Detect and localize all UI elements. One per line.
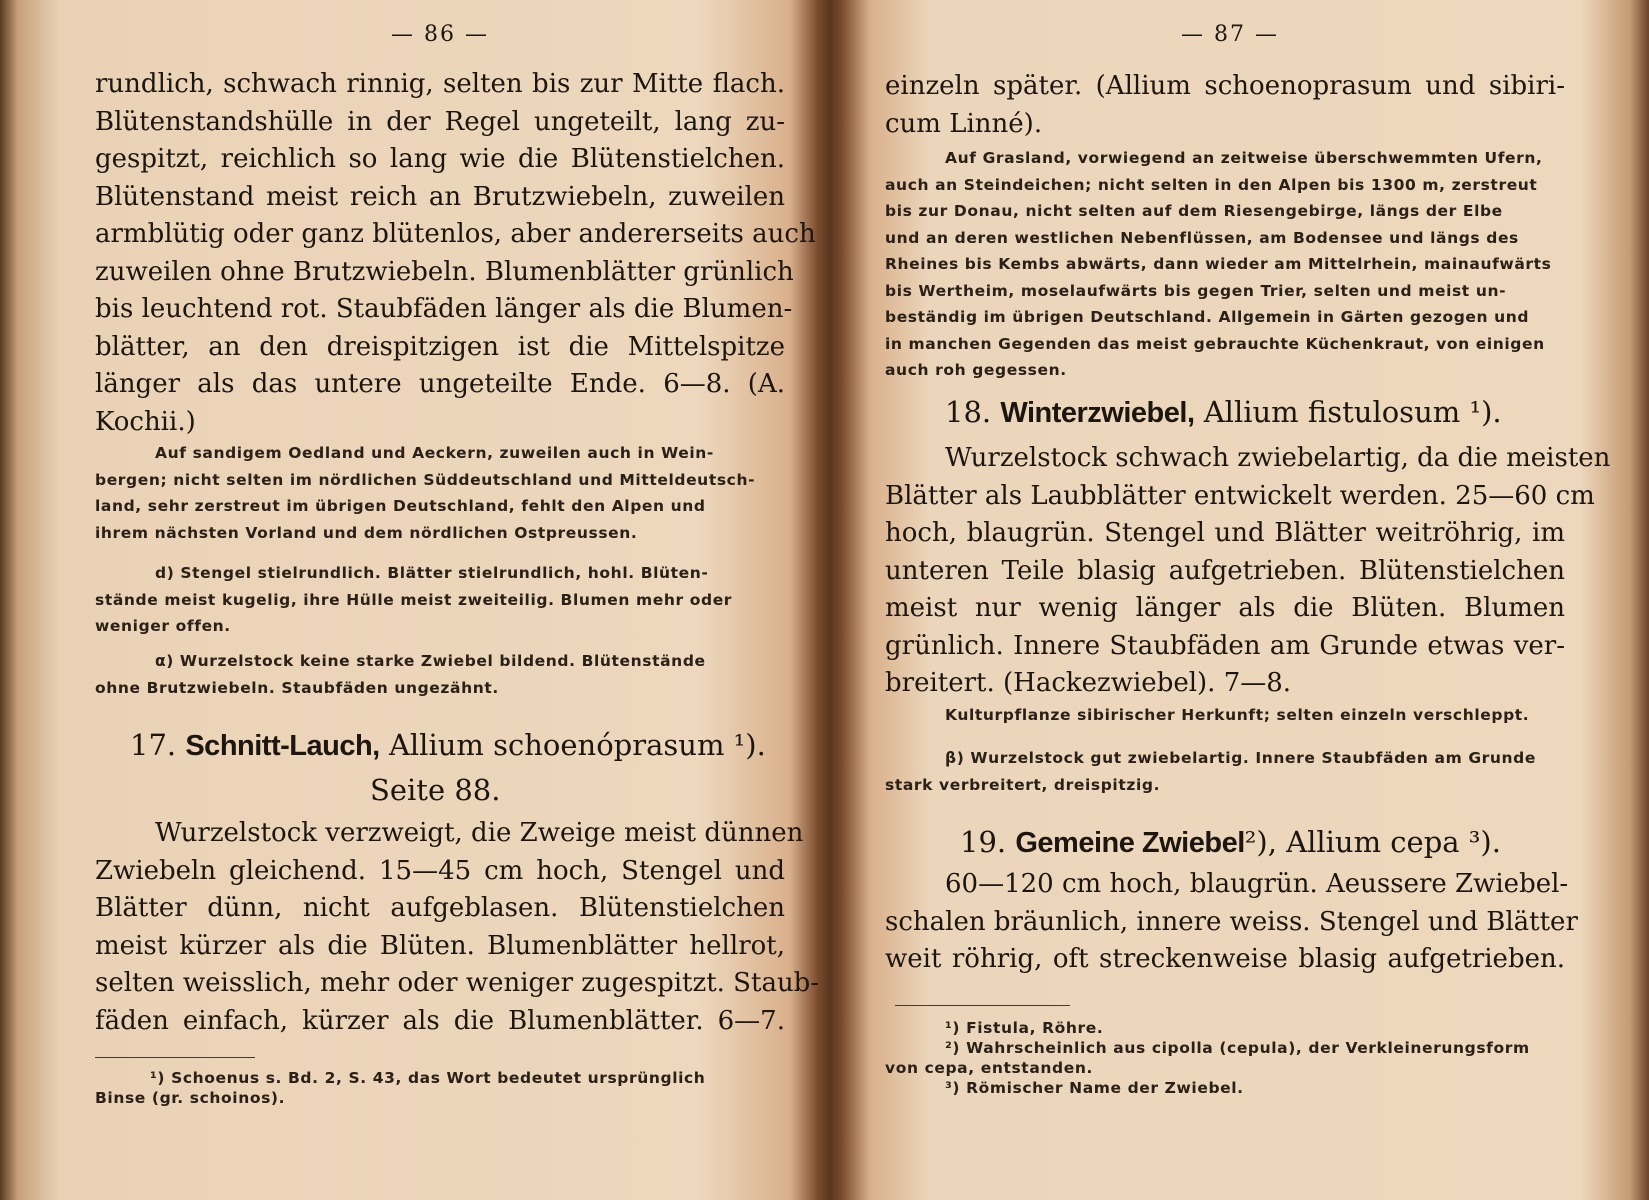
species-name: Schnitt-Lauch, (185, 730, 380, 762)
text-line: Wurzelstock schwach zwiebelartig, da die meisten (945, 443, 1611, 473)
text-line: cum Linné). (885, 108, 1043, 139)
footnote: ¹) Schoenus s. Bd. 2, S. 43, das Wort bedeutet ursprünglich (150, 1069, 706, 1087)
text-line: gespitzt, reichlich so lang wie die Blütenstielchen. (95, 144, 785, 174)
text-block (885, 68, 1565, 143)
habitat-note (885, 145, 1565, 384)
note-line: Rheines bis Kembs abwärts, dann wieder am Mittelrhein, mainaufwärts (885, 255, 1552, 273)
text-line: weit röhrig, oft streckenweise blasig aufgetrieben. (885, 944, 1565, 974)
footnote-rule (895, 1005, 1070, 1006)
note-line: beständig im übrigen Deutschland. Allgemein in Gärten gezogen und (885, 308, 1530, 326)
text-block (95, 66, 816, 441)
text-line: fäden einfach, kürzer als die Blumenblätter. 6—7. (95, 1005, 785, 1036)
text-line: rundlich, schwach rinnig, selten bis zur Mitte flach. (95, 69, 785, 99)
note-line: bis zur Donau, nicht selten auf dem Riesengebirge, längs der Elbe (885, 202, 1503, 220)
footnote: ¹) Fistula, Röhre. (945, 1019, 1104, 1037)
text-block (885, 440, 1611, 703)
text-line: hoch, blaugrün. Stengel und Blätter weitröhrig, im (885, 518, 1565, 548)
text-line: Kochii.) (95, 406, 196, 437)
species-name: Winterzwiebel, (1000, 397, 1195, 429)
note-line: stark verbreitert, dreispitzig. (885, 775, 1161, 794)
key-note (95, 560, 785, 640)
footnote: ³) Römischer Name der Zwiebel. (945, 1079, 1244, 1097)
note-line: auch roh gegessen. (885, 361, 1067, 379)
note-line: Auf sandigem Oedland und Aeckern, zuweilen auch in Wein- (155, 444, 714, 462)
habitat-note (945, 702, 1565, 729)
note-line: weniger offen. (95, 617, 231, 635)
footnotes (885, 1018, 1565, 1098)
note-line: ihrem nächsten Vorland und dem nördlichen Ostpreussen. (95, 523, 638, 542)
page-reference: Seite 88. (370, 773, 501, 807)
text-line: armblütig oder ganz blütenlos, aber andererseits auch (95, 219, 816, 249)
species-name: Gemeine Zwiebel (1015, 827, 1245, 859)
species-heading (945, 392, 1502, 433)
note-line: Kulturpflanze sibirischer Herkunft; selten einzeln verschleppt. (945, 706, 1530, 724)
text-line: bis leuchtend rot. Staubfäden länger als die Blumen- (95, 294, 793, 324)
text-line: meist nur wenig länger als die Blüten. Blumen (885, 593, 1565, 623)
text-line: Wurzelstock verzweigt, die Zweige meist dünnen (155, 818, 804, 848)
page-number: — 86 — (391, 22, 489, 47)
species-latin: Allium fistulosum ¹). (1203, 395, 1502, 429)
text-line: selten weisslich, mehr oder weniger zugespitzt. Staub- (95, 968, 820, 998)
species-latin: ²), Allium cepa ³). (1244, 825, 1501, 859)
text-line: meist kürzer als die Blüten. Blumenblätter hellrot, (95, 930, 785, 961)
text-line: schalen bräunlich, innere weiss. Stengel und Blätter (885, 906, 1578, 937)
text-line: 60—120 cm hoch, blaugrün. Aeussere Zwiebel- (945, 869, 1569, 899)
text-line: zuweilen ohne Brutzwiebeln. Blumenblätter grünlich (95, 256, 794, 287)
text-line: Blätter als Laubblätter entwickelt werden. 25—60 cm (885, 480, 1595, 511)
note-line: Auf Grasland, vorwiegend an zeitweise überschwemmten Ufern, (945, 149, 1543, 167)
footnote: von cepa, entstanden. (885, 1059, 1093, 1077)
text-line: Blütenstand meist reich an Brutzwiebeln, zuweilen (95, 181, 785, 212)
page-number: — 87 — (1181, 22, 1279, 47)
species-heading (130, 725, 766, 766)
key-note (885, 745, 1565, 798)
text-line: Blätter dünn, nicht aufgeblasen. Blütenstielchen (95, 893, 785, 923)
text-line: Blütenstandshülle in der Regel ungeteilt, lang zu- (95, 106, 785, 137)
note-line: β) Wurzelstock gut zwiebelartig. Innere Staubfäden am Grunde (945, 749, 1536, 767)
key-note (95, 648, 785, 701)
footnotes (95, 1068, 785, 1108)
text-line: länger als das untere ungeteilte Ende. 6—8. (A. (95, 369, 785, 399)
note-line: bergen; nicht selten im nördlichen Süddeutschland und Mitteldeutsch- (95, 470, 756, 489)
species-number: 19. (960, 825, 1007, 859)
text-line: einzeln später. (Allium schoenoprasum und sibiri- (885, 71, 1565, 101)
footnote-rule (95, 1057, 255, 1058)
text-line: grünlich. Innere Staubfäden am Grunde etwas ver- (885, 630, 1565, 661)
text-line: blätter, an den dreispitzigen ist die Mittelspitze (95, 331, 785, 362)
note-line: stände meist kugelig, ihre Hülle meist zweiteilig. Blumen mehr oder (95, 590, 733, 609)
footnote: Binse (gr. schoinos). (95, 1089, 286, 1107)
text-block (95, 815, 820, 1040)
note-line: und an deren westlichen Nebenflüssen, am Bodensee und längs des (885, 228, 1519, 247)
note-line: α) Wurzelstock keine starke Zwiebel bildend. Blütenstände (155, 652, 706, 670)
species-heading (960, 822, 1501, 863)
note-line: in manchen Gegenden das meist gebrauchte Küchenkraut, von einigen (885, 334, 1545, 353)
species-latin: Allium schoenóprasum ¹). (388, 728, 766, 762)
text-line: breitert. (Hackezwiebel). 7—8. (885, 668, 1292, 698)
text-line: unteren Teile blasig aufgetrieben. Blütenstielchen (885, 555, 1565, 586)
note-line: auch an Steindeichen; nicht selten in den Alpen bis 1300 m, zerstreut (885, 175, 1538, 194)
habitat-note (95, 440, 785, 546)
footnote: ²) Wahrscheinlich aus cipolla (cepula), der Verkleinerungsform (945, 1039, 1530, 1057)
right-page (885, 0, 1611, 1200)
note-line: d) Stengel stielrundlich. Blätter stielrundlich, hohl. Blüten- (155, 564, 709, 582)
text-block (885, 866, 1578, 979)
note-line: ohne Brutzwiebeln. Staubfäden ungezähnt. (95, 678, 499, 697)
note-line: bis Wertheim, moselaufwärts bis gegen Trier, selten und meist un- (885, 281, 1507, 300)
species-number: 18. (945, 395, 992, 429)
species-number: 17. (130, 728, 177, 762)
left-page (95, 0, 820, 1200)
note-line: land, sehr zerstreut im übrigen Deutschland, fehlt den Alpen und (95, 497, 706, 515)
text-line: Zwiebeln gleichend. 15—45 cm hoch, Stengel und (95, 855, 785, 886)
